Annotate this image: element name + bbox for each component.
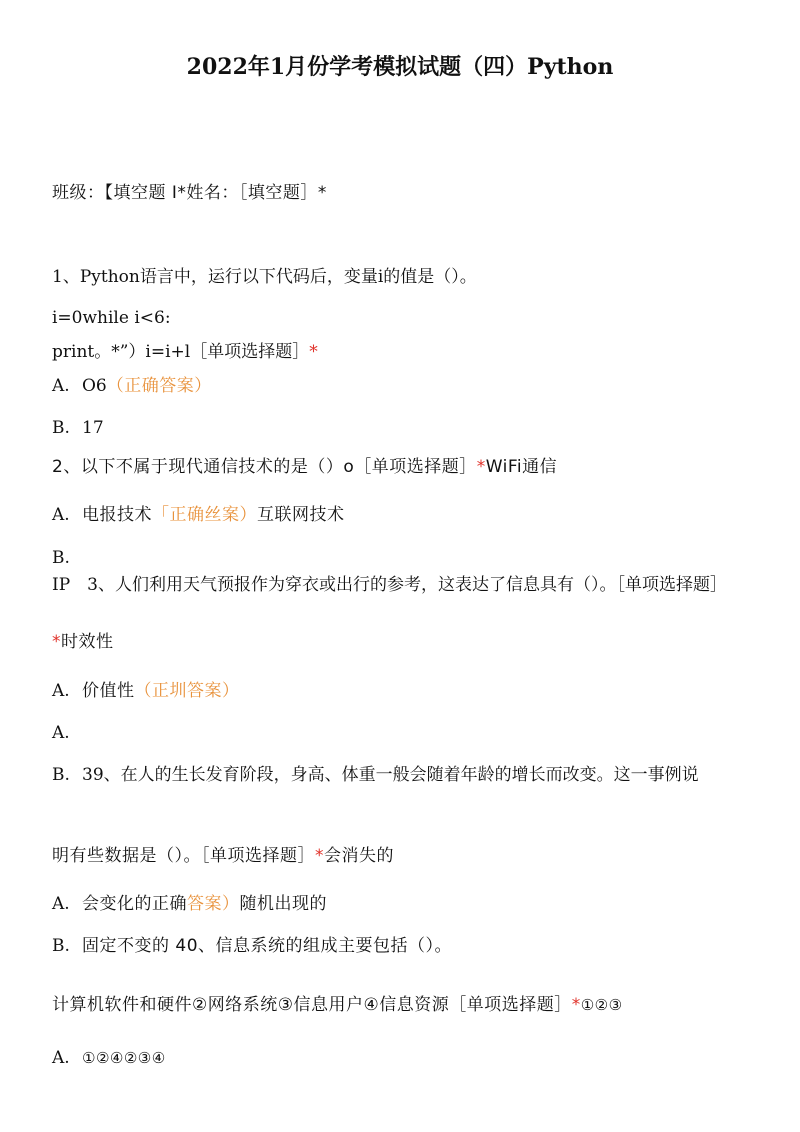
code-text: i=0while i<6: — [52, 308, 171, 328]
page-title: 2022年1月份学考模拟试题（四）Python — [186, 54, 614, 80]
correct-answer-mark: （正确答案） — [106, 376, 212, 396]
option-text: 固定不变的 40、信息系统的组成主要包括（）。 — [82, 936, 453, 956]
question-1-text: 1、Python语言中，运行以下代码后，变量i的值是（）。 — [52, 267, 477, 287]
question-1-code-line-1 — [52, 306, 752, 330]
option-text: 价值性 — [82, 681, 135, 701]
option-label: B. — [52, 936, 70, 956]
required-star: * — [571, 995, 581, 1015]
code-text: print。*”）i=i+l［单项选择题］ — [52, 342, 310, 362]
option-text: 17 — [82, 418, 104, 438]
answer-text: 时效性 — [61, 632, 114, 652]
option-text: ①②④②③④ — [82, 1049, 166, 1067]
question-1-option-a[interactable] — [52, 374, 752, 398]
question-2-option-a[interactable] — [52, 503, 752, 527]
question-3-option-a[interactable] — [52, 679, 752, 703]
option-label: A. — [52, 376, 70, 396]
question-39-option-a[interactable] — [52, 892, 752, 916]
option-text: IP 3、人们利用天气预报作为穿衣或出行的参考，这表达了信息具有（）。［单项选择题］ — [52, 575, 727, 595]
option-tail: 随机出现的 — [239, 894, 327, 914]
required-star: * — [476, 457, 486, 477]
question-39-option-b[interactable] — [52, 934, 752, 958]
question-2 — [52, 455, 752, 479]
option-label: A. — [52, 723, 70, 743]
class-name-fields: 班级：【填空题 I*姓名：［填空题］* — [52, 183, 327, 203]
option-text: 会变化的正确 — [82, 894, 187, 914]
correct-answer-mark: 「正确丝案） — [152, 505, 257, 525]
option-label: A. — [52, 894, 70, 914]
question-2-option-b[interactable] — [52, 545, 752, 599]
required-star: * — [52, 632, 61, 652]
option-label: B. — [52, 548, 70, 568]
question-3-answer — [52, 630, 752, 654]
question-1 — [52, 265, 752, 289]
question-40-tail: ①②③ — [580, 996, 623, 1014]
option-label: A. — [52, 1048, 70, 1068]
option-text: 电报技术 — [82, 505, 152, 525]
class-name-line — [52, 181, 752, 205]
question-2-tail: WiFi通信 — [485, 457, 558, 477]
required-star: * — [309, 342, 318, 362]
correct-answer-mark: 答案） — [187, 894, 240, 914]
required-star: * — [315, 846, 324, 866]
question-1-code-line-2 — [52, 340, 752, 364]
question-39-tail: 会消失的 — [324, 846, 394, 866]
question-39-text: 明有些数据是（）。［单项选择题］ — [52, 846, 315, 866]
correct-answer-mark: （正圳答案） — [134, 681, 240, 701]
option-label: B. — [52, 765, 70, 785]
question-40-text: 计算机软件和硬件②网络系统③信息用户④信息资源［单项选择题］ — [52, 995, 572, 1015]
option-text: O6 — [82, 376, 107, 396]
question-2-text: 2、以下不属于现代通信技术的是（）o［单项选择题］ — [52, 457, 477, 477]
question-39 — [52, 844, 752, 868]
question-3-option-a-blank[interactable] — [52, 721, 752, 745]
question-40 — [52, 993, 752, 1017]
option-tail: 互联网技术 — [257, 505, 345, 525]
question-1-option-b[interactable] — [52, 416, 752, 440]
option-label: B. — [52, 418, 70, 438]
option-label: A. — [52, 505, 70, 525]
option-text: 39、在人的生长发育阶段，身高、体重一般会随着年龄的增长而改变。这一事例说 — [82, 765, 699, 785]
question-40-option-a[interactable] — [52, 1046, 752, 1070]
question-3-option-b[interactable] — [52, 762, 752, 789]
option-label: A. — [52, 681, 70, 701]
